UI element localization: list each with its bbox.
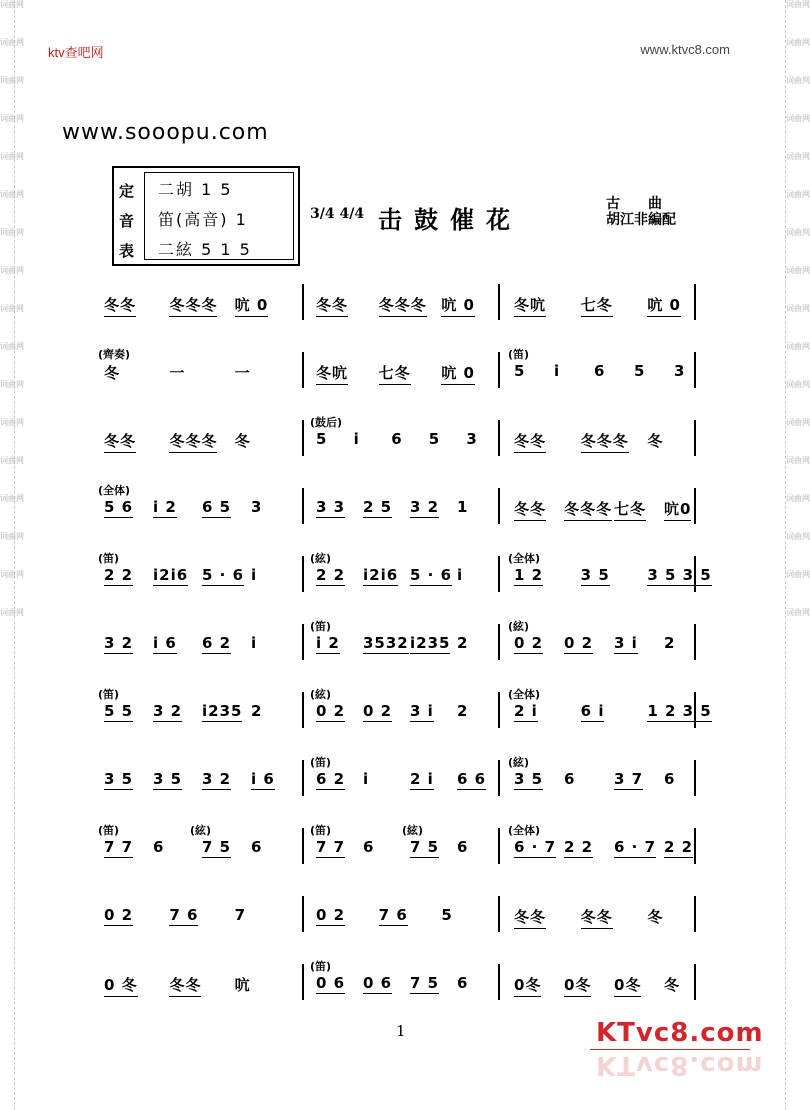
note-group: 1 2 3 5 <box>647 702 712 720</box>
bar-line <box>498 488 500 524</box>
note-group: 1 <box>457 498 469 516</box>
note-group: 冬冬冬 <box>581 430 629 453</box>
score-line <box>98 882 708 950</box>
measure <box>508 896 708 936</box>
note-group: 3 <box>466 430 478 448</box>
note-group: 吭 <box>234 976 251 994</box>
note-group: 冬冬冬 <box>379 294 427 317</box>
bar-line <box>302 760 304 796</box>
note-group: 3 5 <box>514 770 544 788</box>
note-group: 6 2 <box>202 634 232 652</box>
note-group: 6 <box>594 362 606 380</box>
note-group: 7 7 <box>316 838 346 856</box>
measure <box>508 284 708 324</box>
measure <box>508 420 708 460</box>
score-line <box>98 474 708 542</box>
note-group: 吭 0 <box>647 294 681 317</box>
measure <box>310 824 498 868</box>
instrument-annotation: (絃) <box>190 824 212 837</box>
note-group: 冬冬 <box>581 906 613 929</box>
note-group: 6 <box>363 838 375 856</box>
note-group: 冬冬 <box>514 906 546 929</box>
note-group: 6 · 7 <box>514 838 557 856</box>
measure <box>310 416 498 460</box>
score-line <box>98 338 708 406</box>
measure <box>508 824 708 868</box>
measure <box>310 284 498 324</box>
watermark-text: 词曲网 <box>0 456 24 465</box>
measure <box>508 620 708 664</box>
measure <box>310 620 498 664</box>
note-group: 6 6 <box>457 770 487 788</box>
note-group: 3 2 <box>104 634 134 652</box>
watermark-text: 词曲网 <box>0 380 24 389</box>
note-group: 5 <box>428 430 441 448</box>
note-group: 6 · 7 <box>614 838 657 856</box>
instrument-annotation: (笛) <box>310 960 332 973</box>
measure <box>310 352 498 392</box>
note-group: 6 <box>251 838 263 856</box>
note-group: i <box>353 430 360 448</box>
page-number: 1 <box>396 1022 406 1040</box>
watermark-text: 词曲网 <box>0 418 24 427</box>
note-group: 7 6 <box>378 906 408 924</box>
note-group: i <box>457 566 464 584</box>
note-group: 冬 <box>647 908 664 926</box>
note-group: 3 5 <box>104 770 134 788</box>
instrument-annotation: (笛) <box>310 824 332 837</box>
note-group: 5 <box>514 362 526 380</box>
instrument-annotation: (全体) <box>508 552 541 565</box>
note-group: 冬吭 <box>316 362 348 385</box>
bar-line <box>302 352 304 388</box>
note-group: 7 5 <box>202 838 232 856</box>
note-group: 2 5 <box>363 498 393 516</box>
measure <box>310 488 498 528</box>
measure <box>98 348 294 392</box>
note-group: 3 2 <box>153 702 183 720</box>
note-group: 5 <box>316 430 328 448</box>
measure <box>310 552 498 596</box>
note-group: 冬 <box>234 432 251 450</box>
bar-line <box>302 692 304 728</box>
note-group: 7 5 <box>410 974 440 992</box>
measure <box>310 960 498 1004</box>
note-group: 7 6 <box>169 906 199 924</box>
watermark-text: 词曲网 <box>0 570 24 579</box>
note-group: 0 2 <box>564 634 594 652</box>
note-group: 3 i <box>410 702 434 720</box>
instrument-annotation: (全体) <box>508 688 541 701</box>
time-signature: 3/4 4/4 <box>310 206 365 222</box>
note-group: 3532 <box>363 634 409 652</box>
watermark-text: 词曲网 <box>786 304 810 313</box>
measure <box>508 688 712 732</box>
watermark-text: 词曲网 <box>0 190 24 199</box>
note-group: i 6 <box>153 634 177 652</box>
watermark-text: 词曲网 <box>0 228 24 237</box>
note-group: 2 i <box>410 770 434 788</box>
instrument-annotation: (鼓后) <box>310 416 343 429</box>
watermark-text: 词曲网 <box>786 114 810 123</box>
note-group: 3 3 <box>316 498 346 516</box>
note-group: 七冬 <box>581 294 613 317</box>
note-group: i 2 <box>316 634 340 652</box>
watermark-text: 词曲网 <box>0 266 24 275</box>
instrument-annotation: (全体) <box>98 484 131 497</box>
watermark-text: 词曲网 <box>0 494 24 503</box>
note-group: 3 5 <box>153 770 183 788</box>
note-group: 吭 0 <box>235 294 269 317</box>
measure <box>98 964 294 1004</box>
note-group: i235 <box>202 702 243 720</box>
watermark-text: 词曲网 <box>786 266 810 275</box>
note-group: 冬 <box>647 432 664 450</box>
note-group: 5 · 6 <box>410 566 453 584</box>
measure <box>310 896 498 936</box>
score-line <box>98 814 708 882</box>
note-group: i 2 <box>153 498 177 516</box>
arranger-line: 胡江非編配 <box>606 212 676 228</box>
note-group: 5 6 <box>104 498 134 516</box>
instrument-annotation: (絃) <box>508 620 530 633</box>
note-group: 吭0 <box>664 498 691 521</box>
site-name-left[interactable]: ktv查吧网 <box>48 45 104 60</box>
note-group: i <box>251 634 258 652</box>
source-url: www.sooopu.com <box>62 120 269 145</box>
note-group: 3 2 <box>202 770 232 788</box>
watermark-text: 词曲网 <box>0 0 24 9</box>
watermark-text: 词曲网 <box>786 0 810 9</box>
key-table <box>112 166 300 266</box>
note-group: 6 <box>457 838 469 856</box>
score-line <box>98 406 708 474</box>
score-line <box>98 746 708 814</box>
note-group: 7 <box>234 906 247 924</box>
note-group: 冬冬冬 <box>564 498 612 521</box>
note-group: i2i6 <box>363 566 399 584</box>
instrument-annotation: (絃) <box>310 688 332 701</box>
note-group: 6 <box>664 770 676 788</box>
watermark-text: 词曲网 <box>786 380 810 389</box>
bar-line <box>302 828 304 864</box>
instrument-annotation: (齊奏) <box>98 348 131 361</box>
note-group: 5 <box>634 362 646 380</box>
instrument-annotation: (笛) <box>310 620 332 633</box>
bar-line <box>302 556 304 592</box>
composer-line: 古 曲 <box>606 196 662 212</box>
score-line <box>98 542 712 610</box>
measure <box>98 284 294 324</box>
measure <box>508 348 708 392</box>
instrument-annotation: (絃) <box>508 756 530 769</box>
note-group: 2 2 <box>104 566 134 584</box>
watermark-text: 词曲网 <box>786 152 810 161</box>
score-line <box>98 678 712 746</box>
bar-line <box>302 284 304 320</box>
watermark-text: 词曲网 <box>0 76 24 85</box>
bar-line <box>498 624 500 660</box>
note-group: 6 5 <box>202 498 232 516</box>
note-group: 0 2 <box>104 906 134 924</box>
note-group: 7 5 <box>410 838 440 856</box>
measure <box>508 756 708 800</box>
watermark-text: 词曲网 <box>786 190 810 199</box>
note-group: i2i6 <box>153 566 189 584</box>
measure <box>98 896 294 936</box>
note-group: 6 2 <box>316 770 346 788</box>
instrument-annotation: (絃) <box>310 552 332 565</box>
note-group: 七冬 <box>379 362 411 385</box>
jianpu-score <box>98 270 712 1018</box>
note-group: 0 2 <box>363 702 393 720</box>
watermark-text: 词曲网 <box>786 532 810 541</box>
note-group: 冬吭 <box>514 294 546 317</box>
site-url-right[interactable]: www.ktvc8.com <box>640 42 730 57</box>
note-group: 0冬 <box>564 974 591 997</box>
measure <box>98 824 294 868</box>
key-table-heading <box>119 176 134 266</box>
brand-logo[interactable]: KTvc8.com <box>596 1018 764 1048</box>
watermark-text: 词曲网 <box>786 608 810 617</box>
bar-line <box>498 760 500 796</box>
note-group: 1 2 <box>514 566 544 584</box>
bar-line <box>498 692 500 728</box>
watermark-text: 词曲网 <box>786 342 810 351</box>
watermark-text: 词曲网 <box>786 228 810 237</box>
key-row-flute: 笛(高音) 1 <box>158 210 248 229</box>
bar-line <box>498 420 500 456</box>
note-group: i <box>251 566 258 584</box>
watermark-text: 词曲网 <box>786 38 810 47</box>
measure <box>508 552 712 596</box>
note-group: 6 <box>457 974 469 992</box>
note-group: 0 2 <box>316 906 346 924</box>
note-group: 0 2 <box>514 634 544 652</box>
note-group: 冬冬 <box>514 498 546 521</box>
note-group: 冬 <box>104 364 121 382</box>
note-group: 冬冬 <box>514 430 546 453</box>
measure <box>310 688 498 732</box>
score-line <box>98 950 708 1018</box>
right-watermark-strip <box>785 0 810 1110</box>
note-group: i235 <box>410 634 451 652</box>
watermark-text: 词曲网 <box>786 456 810 465</box>
instrument-annotation: (全体) <box>508 824 541 837</box>
note-group: 2 <box>251 702 263 720</box>
watermark-text: 词曲网 <box>0 304 24 313</box>
note-group: 七冬 <box>614 498 646 521</box>
note-group: 6 <box>153 838 165 856</box>
note-group: 冬冬冬 <box>169 294 217 317</box>
watermark-text: 词曲网 <box>786 494 810 503</box>
measure <box>98 624 294 664</box>
note-group: 0 6 <box>316 974 346 992</box>
note-group: 3 <box>251 498 263 516</box>
bar-line <box>498 352 500 388</box>
watermark-text: 词曲网 <box>786 570 810 579</box>
bar-line <box>498 896 500 932</box>
bar-line <box>302 488 304 524</box>
key-row-erhu: 二胡 1 5 <box>158 180 233 199</box>
bar-line <box>302 964 304 1000</box>
key-heading-char: 定 <box>119 182 135 200</box>
watermark-text: 词曲网 <box>0 152 24 161</box>
note-group: 2 2 <box>664 838 694 856</box>
note-group: 2 2 <box>316 566 346 584</box>
note-group: 0 冬 <box>104 974 138 997</box>
brand-logo-reflection: KTvc8.com <box>596 1050 764 1080</box>
note-group: 0 2 <box>316 702 346 720</box>
note-group: 2 <box>664 634 676 652</box>
watermark-text: 词曲网 <box>786 418 810 427</box>
instrument-annotation: (笛) <box>508 348 530 361</box>
note-group: 6 <box>564 770 576 788</box>
note-group: 5 5 <box>104 702 134 720</box>
note-group: 一 <box>234 364 251 382</box>
measure <box>98 552 294 596</box>
bar-line <box>498 284 500 320</box>
bar-line <box>302 896 304 932</box>
note-group: 一 <box>169 364 186 382</box>
note-group: 2 2 <box>564 838 594 856</box>
note-group: 7 7 <box>104 838 134 856</box>
left-watermark-strip <box>0 0 24 1110</box>
bar-line <box>498 964 500 1000</box>
measure <box>310 756 498 800</box>
note-group: 2 <box>457 634 469 652</box>
note-group: 冬冬 <box>104 430 136 453</box>
instrument-annotation: (笛) <box>98 824 120 837</box>
note-group: i <box>554 362 561 380</box>
measure <box>98 484 294 528</box>
instrument-annotation: (絃) <box>402 824 424 837</box>
note-group: 5 · 6 <box>202 566 245 584</box>
note-group: 3 i <box>614 634 638 652</box>
note-group: 0冬 <box>614 974 641 997</box>
measure <box>508 964 708 1004</box>
note-group: 冬冬 <box>316 294 348 317</box>
composer-credit <box>606 196 676 228</box>
note-group: 冬冬 <box>169 974 201 997</box>
note-group: i <box>363 770 370 788</box>
instrument-annotation: (笛) <box>98 688 120 701</box>
note-group: 6 i <box>580 702 605 720</box>
measure <box>98 760 294 800</box>
bar-line <box>302 420 304 456</box>
note-group: 3 5 3 5 <box>647 566 712 584</box>
note-group: 冬冬 <box>104 294 136 317</box>
note-group: 3 2 <box>410 498 440 516</box>
measure <box>98 420 294 460</box>
watermark-text: 词曲网 <box>0 114 24 123</box>
note-group: 2 i <box>514 702 538 720</box>
note-group: 冬 <box>664 976 681 994</box>
watermark-text: 词曲网 <box>0 342 24 351</box>
bar-line <box>498 556 500 592</box>
key-heading-char: 表 <box>119 242 135 260</box>
note-group: 5 <box>441 906 453 924</box>
watermark-text: 词曲网 <box>0 38 24 47</box>
instrument-annotation: (笛) <box>98 552 120 565</box>
instrument-annotation: (笛) <box>310 756 332 769</box>
note-group: 吭 0 <box>441 294 475 317</box>
score-line <box>98 610 708 678</box>
key-row-strings: 二絃 5 1 5 <box>158 240 252 259</box>
note-group: 2 <box>457 702 469 720</box>
note-group: i 6 <box>251 770 275 788</box>
watermark-text: 词曲网 <box>786 76 810 85</box>
measure <box>98 688 294 732</box>
bar-line <box>302 624 304 660</box>
note-group: 0冬 <box>514 974 541 997</box>
note-group: 吭 0 <box>441 362 475 385</box>
note-group: 3 7 <box>614 770 644 788</box>
note-group: 0 6 <box>363 974 393 992</box>
score-line <box>98 270 708 338</box>
key-heading-char: 音 <box>119 212 135 230</box>
watermark-text: 词曲网 <box>0 532 24 541</box>
note-group: 6 <box>391 430 403 448</box>
watermark-text: 词曲网 <box>0 608 24 617</box>
note-group: 冬冬冬 <box>169 430 217 453</box>
piece-title: 击鼓催花 <box>378 206 522 234</box>
note-group: 3 5 <box>580 566 610 584</box>
measure <box>508 488 708 528</box>
bar-line <box>498 828 500 864</box>
note-group: 3 <box>674 362 686 380</box>
